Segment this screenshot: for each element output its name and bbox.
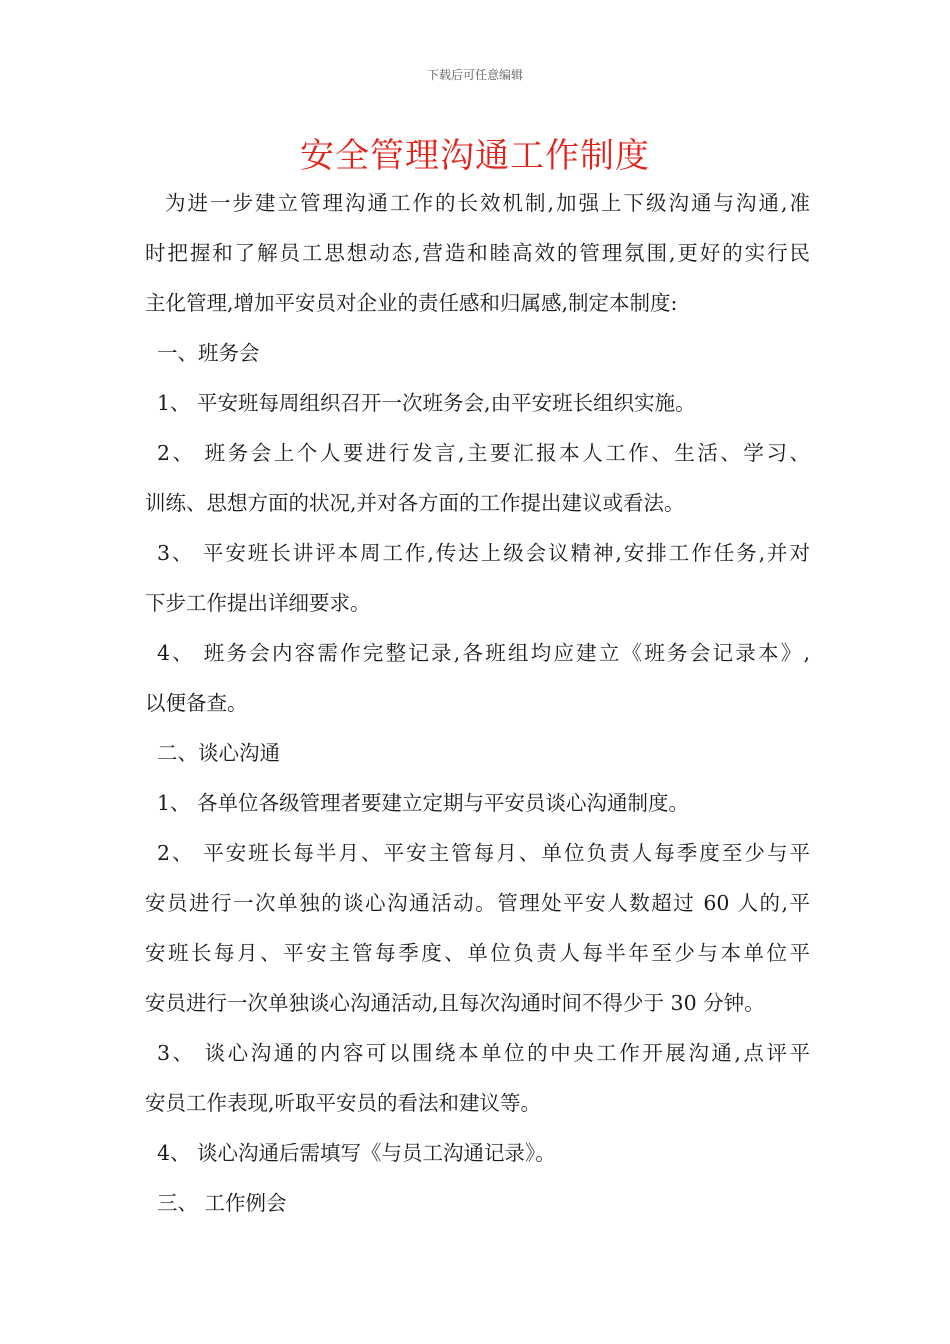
- list-item: 2、 平安班长每半月、平安主管每月、单位负责人每季度至少与平: [157, 841, 810, 865]
- list-item: 3、 平安班长讲评本周工作,传达上级会议精神,安排工作任务,并对: [157, 541, 810, 565]
- list-item-continuation: 安班长每月、平安主管每季度、单位负责人每半年至少与本单位平: [145, 941, 810, 965]
- section-heading: 二、谈心沟通: [157, 741, 280, 765]
- list-item-continuation: 训练、思想方面的状况,并对各方面的工作提出建议或看法。: [145, 491, 685, 515]
- document-body: [145, 178, 810, 1228]
- paragraph-line: 时把握和了解员工思想动态,营造和睦高效的管理氛围,更好的实行民: [145, 241, 810, 265]
- paragraph-line: 主化管理,增加平安员对企业的责任感和归属感,制定本制度:: [145, 291, 678, 315]
- header-note: 下载后可任意编辑: [426, 68, 523, 82]
- list-item: 4、 班务会内容需作完整记录,各班组均应建立《班务会记录本》,: [157, 641, 810, 665]
- list-item-continuation: 以便备查。: [145, 691, 248, 715]
- list-item: 1、 各单位各级管理者要建立定期与平安员谈心沟通制度。: [157, 791, 690, 815]
- section-heading: 一、班务会: [157, 341, 260, 365]
- list-item: 4、 谈心沟通后需填写《与员工沟通记录》。: [157, 1141, 556, 1165]
- list-item: 1、 平安班每周组织召开一次班务会,由平安班长组织实施。: [157, 391, 696, 415]
- list-item: 2、 班务会上个人要进行发言,主要汇报本人工作、生活、学习、: [157, 441, 810, 465]
- paragraph-line: 为进一步建立管理沟通工作的长效机制,加强上下级沟通与沟通,准: [165, 191, 810, 215]
- list-item-continuation: 安员进行一次单独的谈心沟通活动。管理处平安人数超过 60 人的,平: [145, 891, 810, 915]
- list-item-continuation: 安员进行一次单独谈心沟通活动,且每次沟通时间不得少于 30 分钟。: [145, 991, 765, 1015]
- list-item: 3、 谈心沟通的内容可以围绕本单位的中央工作开展沟通,点评平: [157, 1041, 810, 1065]
- section-heading: 三、 工作例会: [157, 1191, 287, 1215]
- list-item-continuation: 安员工作表现,听取平安员的看法和建议等。: [145, 1091, 542, 1115]
- document-title: 安全管理沟通工作制度: [300, 136, 650, 176]
- list-item-continuation: 下步工作提出详细要求。: [145, 591, 371, 615]
